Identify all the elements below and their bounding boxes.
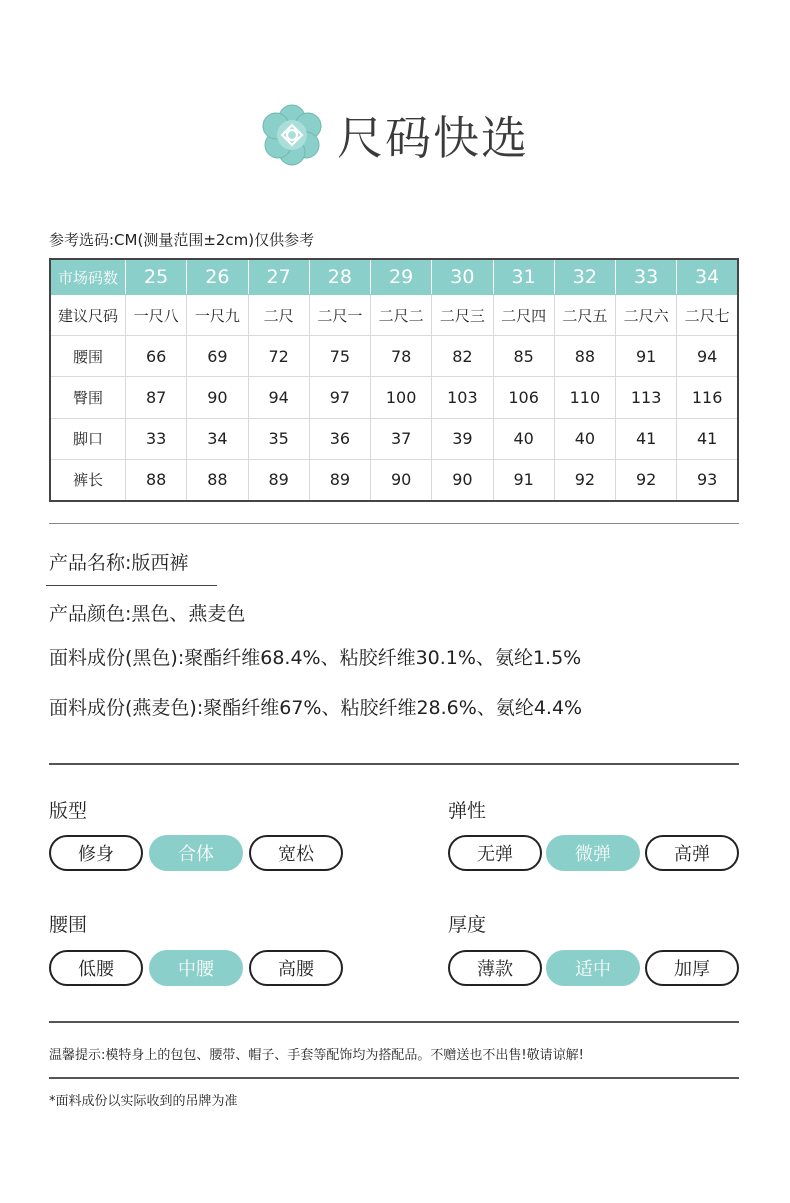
table-cell: 35 — [248, 418, 309, 459]
divider — [49, 763, 739, 765]
table-cell: 41 — [616, 418, 677, 459]
thickness-option-thick: 加厚 — [645, 950, 739, 986]
reference-note: 参考选码:CM(测量范围±2cm)仅供参考 — [49, 231, 315, 249]
size-table — [49, 258, 739, 502]
thickness-option-thin: 薄款 — [448, 950, 542, 986]
size-cell: 32 — [554, 259, 615, 295]
teal-flower-icon — [261, 104, 323, 166]
row-label: 腰围 — [50, 336, 126, 377]
table-cell: 89 — [248, 459, 309, 501]
waist-option-mid: 中腰 — [149, 950, 243, 986]
elasticity-option-none: 无弹 — [448, 835, 542, 871]
size-cell: 34 — [677, 259, 738, 295]
table-cell: 94 — [677, 336, 738, 377]
table-cell: 116 — [677, 377, 738, 418]
table-cell: 82 — [432, 336, 493, 377]
fit-option-loose: 宽松 — [249, 835, 343, 871]
table-cell: 二尺七 — [677, 295, 738, 336]
table-row — [50, 295, 738, 336]
size-cell: 33 — [616, 259, 677, 295]
thickness-option-medium: 适中 — [546, 950, 640, 986]
table-cell: 二尺一 — [309, 295, 370, 336]
table-cell: 89 — [309, 459, 370, 501]
product-name: 产品名称:版西裤 — [49, 552, 189, 574]
size-cell: 28 — [309, 259, 370, 295]
fit-option-regular: 合体 — [149, 835, 243, 871]
table-cell: 二尺三 — [432, 295, 493, 336]
table-cell: 36 — [309, 418, 370, 459]
table-cell: 75 — [309, 336, 370, 377]
page-header — [0, 95, 790, 175]
elasticity-option-slight: 微弹 — [546, 835, 640, 871]
table-cell: 40 — [493, 418, 554, 459]
thickness-label: 厚度 — [448, 914, 487, 936]
table-cell: 二尺二 — [371, 295, 432, 336]
size-cell: 25 — [126, 259, 187, 295]
table-cell: 33 — [126, 418, 187, 459]
table-cell: 103 — [432, 377, 493, 418]
fit-label: 版型 — [49, 800, 88, 822]
row-label: 脚口 — [50, 418, 126, 459]
header-label: 市场码数 — [50, 259, 126, 295]
size-cell: 27 — [248, 259, 309, 295]
table-cell: 78 — [371, 336, 432, 377]
size-cell: 31 — [493, 259, 554, 295]
product-colors: 产品颜色:黑色、燕麦色 — [49, 603, 246, 625]
divider — [49, 1021, 739, 1023]
table-cell: 106 — [493, 377, 554, 418]
size-cell: 26 — [187, 259, 248, 295]
table-cell: 90 — [371, 459, 432, 501]
table-row — [50, 459, 738, 501]
table-cell: 91 — [616, 336, 677, 377]
table-cell: 二尺 — [248, 295, 309, 336]
waist-label: 腰围 — [49, 914, 88, 936]
table-cell: 34 — [187, 418, 248, 459]
table-cell: 90 — [187, 377, 248, 418]
divider — [49, 1077, 739, 1079]
elasticity-option-high: 高弹 — [645, 835, 739, 871]
table-cell: 66 — [126, 336, 187, 377]
fabric-black: 面料成份(黑色):聚酯纤维68.4%、粘胶纤维30.1%、氨纶1.5% — [49, 647, 582, 669]
table-cell: 二尺五 — [554, 295, 615, 336]
table-cell: 91 — [493, 459, 554, 501]
fit-option-slim: 修身 — [49, 835, 143, 871]
row-label: 建议尺码 — [50, 295, 126, 336]
elasticity-label: 弹性 — [448, 800, 487, 822]
table-cell: 69 — [187, 336, 248, 377]
size-cell: 30 — [432, 259, 493, 295]
size-header-row — [50, 259, 738, 295]
table-cell: 88 — [126, 459, 187, 501]
table-cell: 113 — [616, 377, 677, 418]
row-label: 裤长 — [50, 459, 126, 501]
fabric-note: *面料成份以实际收到的吊牌为准 — [49, 1094, 238, 1109]
size-cell: 29 — [371, 259, 432, 295]
table-cell: 37 — [371, 418, 432, 459]
table-cell: 100 — [371, 377, 432, 418]
table-row — [50, 418, 738, 459]
fabric-oat: 面料成份(燕麦色):聚酯纤维67%、粘胶纤维28.6%、氨纶4.4% — [49, 697, 583, 719]
table-cell: 97 — [309, 377, 370, 418]
divider — [49, 523, 739, 524]
table-cell: 一尺八 — [126, 295, 187, 336]
waist-option-high: 高腰 — [249, 950, 343, 986]
row-label: 臀围 — [50, 377, 126, 418]
table-cell: 110 — [554, 377, 615, 418]
warm-tip: 温馨提示:模特身上的包包、腰带、帽子、手套等配饰均为搭配品。不赠送也不出售!敬请谅解! — [49, 1048, 584, 1063]
table-cell: 88 — [554, 336, 615, 377]
table-cell: 72 — [248, 336, 309, 377]
table-cell: 85 — [493, 336, 554, 377]
table-cell: 一尺九 — [187, 295, 248, 336]
table-row — [50, 336, 738, 377]
table-cell: 39 — [432, 418, 493, 459]
table-cell: 41 — [677, 418, 738, 459]
page-title: 尺码快选 — [337, 111, 529, 165]
table-cell: 93 — [677, 459, 738, 501]
table-cell: 二尺四 — [493, 295, 554, 336]
table-cell: 90 — [432, 459, 493, 501]
table-cell: 二尺六 — [616, 295, 677, 336]
name-underline — [46, 585, 217, 586]
table-cell: 88 — [187, 459, 248, 501]
table-cell: 94 — [248, 377, 309, 418]
table-cell: 92 — [616, 459, 677, 501]
table-cell: 40 — [554, 418, 615, 459]
waist-option-low: 低腰 — [49, 950, 143, 986]
table-cell: 92 — [554, 459, 615, 501]
table-cell: 87 — [126, 377, 187, 418]
table-row — [50, 377, 738, 418]
